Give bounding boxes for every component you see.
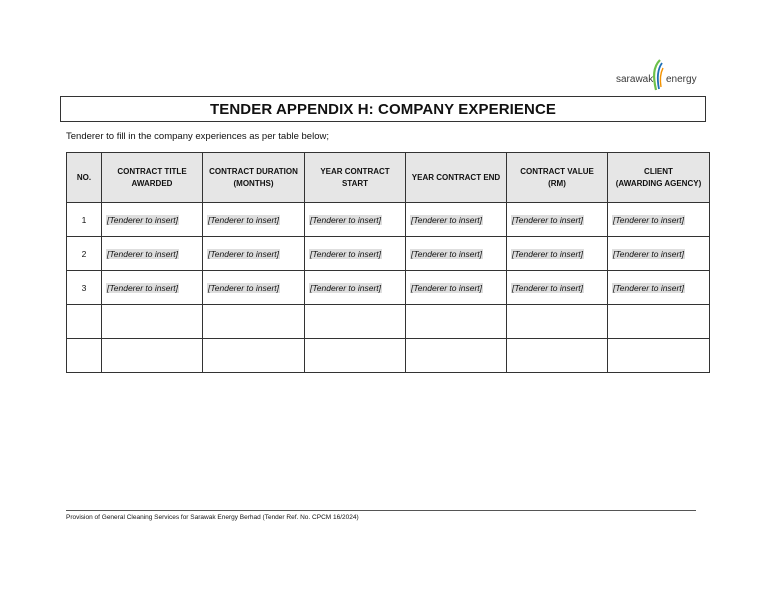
- header-no: [67, 153, 102, 203]
- footer-divider: [66, 510, 696, 511]
- placeholder-field[interactable]: [Tenderer to insert]: [310, 282, 382, 293]
- placeholder-field[interactable]: [Tenderer to insert]: [411, 248, 483, 259]
- placeholder-field[interactable]: [Tenderer to insert]: [411, 214, 483, 225]
- table-cell[interactable]: [102, 339, 203, 373]
- placeholder-field[interactable]: [Tenderer to insert]: [208, 214, 280, 225]
- table-cell[interactable]: [305, 271, 406, 305]
- table-cell[interactable]: [608, 203, 710, 237]
- placeholder-field[interactable]: [Tenderer to insert]: [208, 282, 280, 293]
- placeholder-field[interactable]: [Tenderer to insert]: [208, 248, 280, 259]
- placeholder-field[interactable]: [Tenderer to insert]: [107, 282, 179, 293]
- table-cell[interactable]: [406, 237, 507, 271]
- logo-text-sarawak: sarawak: [616, 74, 654, 85]
- header-label: CONTRACT TITLE: [117, 166, 187, 176]
- table-cell[interactable]: [608, 271, 710, 305]
- table-cell[interactable]: [507, 305, 608, 339]
- header-label: CONTRACT VALUE (RM): [520, 166, 594, 188]
- instruction-text: Tenderer to fill in the company experiences as per table below;: [66, 131, 329, 142]
- table-cell[interactable]: [507, 237, 608, 271]
- experience-table: [66, 152, 710, 373]
- placeholder-field[interactable]: [Tenderer to insert]: [512, 248, 584, 259]
- placeholder-field[interactable]: [Tenderer to insert]: [613, 214, 685, 225]
- table-cell[interactable]: [305, 237, 406, 271]
- header-year-start: [305, 153, 406, 203]
- table-body: [67, 203, 710, 373]
- table-cell[interactable]: [406, 305, 507, 339]
- page-title: TENDER APPENDIX H: COMPANY EXPERIENCE: [210, 100, 556, 118]
- table-cell[interactable]: [203, 203, 305, 237]
- energy-swirl-icon: [651, 59, 665, 91]
- table-cell[interactable]: [507, 271, 608, 305]
- row-number: [67, 339, 102, 373]
- header-label: YEAR CONTRACT END: [411, 172, 501, 182]
- header-contract-duration: [203, 153, 305, 203]
- footer-text: Provision of General Cleaning Services for Sarawak Energy Berhad (Tender Ref. No. CPCM 16/2024): [66, 514, 359, 521]
- header-year-end: [406, 153, 507, 203]
- placeholder-field[interactable]: [Tenderer to insert]: [310, 214, 382, 225]
- header-contract-title: [102, 153, 203, 203]
- header-label: AWARDED: [131, 178, 173, 188]
- table-header-row: [67, 153, 710, 203]
- table-cell[interactable]: [608, 305, 710, 339]
- logo-text-energy: energy: [666, 74, 697, 85]
- row-number: 2: [67, 237, 102, 271]
- table-cell[interactable]: [102, 271, 203, 305]
- table-cell[interactable]: [305, 203, 406, 237]
- table-cell[interactable]: [406, 339, 507, 373]
- table-cell[interactable]: [406, 271, 507, 305]
- table-cell[interactable]: [608, 339, 710, 373]
- table-row: [67, 203, 710, 237]
- table-cell[interactable]: [203, 237, 305, 271]
- table-cell[interactable]: [203, 271, 305, 305]
- header-label: YEAR CONTRACT START: [320, 166, 390, 188]
- placeholder-field[interactable]: [Tenderer to insert]: [512, 282, 584, 293]
- row-number: 1: [67, 203, 102, 237]
- table-cell[interactable]: [102, 237, 203, 271]
- header-contract-value: [507, 153, 608, 203]
- header-label: (AWARDING AGENCY): [615, 178, 702, 188]
- header-label: CONTRACT DURATION: [209, 166, 298, 176]
- row-number: [67, 305, 102, 339]
- title-box: [60, 96, 706, 122]
- table-row: [67, 339, 710, 373]
- placeholder-field[interactable]: [Tenderer to insert]: [512, 214, 584, 225]
- table-cell[interactable]: [203, 305, 305, 339]
- row-number: 3: [67, 271, 102, 305]
- placeholder-field[interactable]: [Tenderer to insert]: [107, 214, 179, 225]
- placeholder-field[interactable]: [Tenderer to insert]: [107, 248, 179, 259]
- table-cell[interactable]: [406, 203, 507, 237]
- placeholder-field[interactable]: [Tenderer to insert]: [613, 248, 685, 259]
- placeholder-field[interactable]: [Tenderer to insert]: [310, 248, 382, 259]
- table-cell[interactable]: [608, 237, 710, 271]
- table-cell[interactable]: [102, 305, 203, 339]
- table-row: [67, 237, 710, 271]
- table-cell[interactable]: [305, 305, 406, 339]
- table-cell[interactable]: [507, 203, 608, 237]
- table-cell[interactable]: [305, 339, 406, 373]
- table-row: [67, 305, 710, 339]
- header-label: (MONTHS): [233, 178, 274, 188]
- table-cell[interactable]: [203, 339, 305, 373]
- placeholder-field[interactable]: [Tenderer to insert]: [613, 282, 685, 293]
- header-label: NO.: [76, 172, 92, 182]
- header-label: CLIENT: [644, 166, 673, 176]
- table-cell[interactable]: [102, 203, 203, 237]
- table-row: [67, 271, 710, 305]
- placeholder-field[interactable]: [Tenderer to insert]: [411, 282, 483, 293]
- sarawak-energy-logo: [612, 58, 704, 94]
- table-cell[interactable]: [507, 339, 608, 373]
- header-client: [608, 153, 710, 203]
